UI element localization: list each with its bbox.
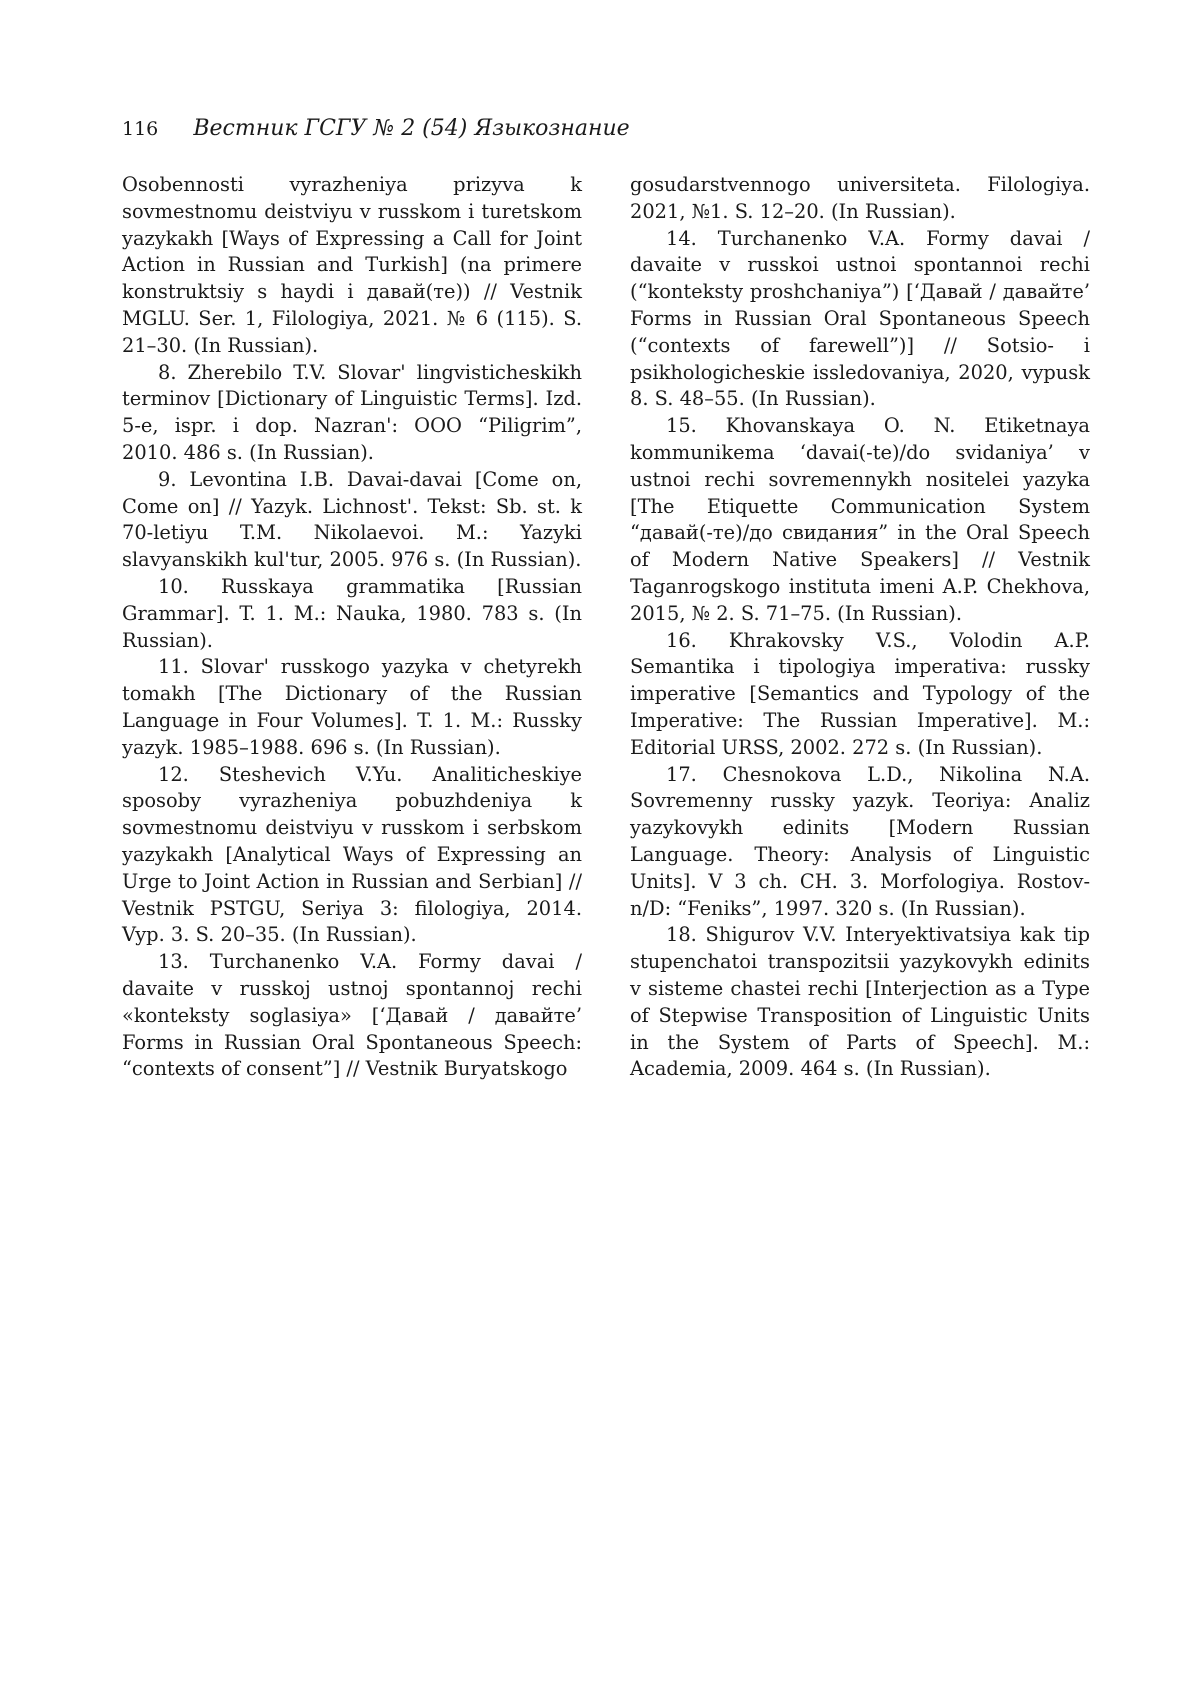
reference-entry-9: 9. Levontina I.B. Davai-davai [Come on, Come on] // Yazyk. Lichnost'. Tekst: Sb. st. k 70-letiyu T.M. Nikolaevoi. M.: Yazyki slavyanskikh kul'tur, 2005. 976 s. (In Russian). (122, 467, 582, 574)
reference-entry-14: 14. Turchanenko V.A. Formy davai / davaite v russkoi ustnoi spontannoi rechi (“konteksty proshchaniya”) [‘Давай / давайте’ Forms in Russian Oral Spontaneous Speech (“contexts of farewell”)] // Sotsio- i psikhologicheskie issledovaniya, 2020, vypusk 8. S. 48–55. (In Russian). (630, 226, 1090, 414)
reference-entry-16: 16. Khrakovsky V.S., Volodin A.P. Semantika i tipologiya imperativa: russky imperative [Semantics and Typology of the Imperative: The Russian Imperative]. M.: Editorial URSS, 2002. 272 s. (In Russian). (630, 628, 1090, 762)
reference-entry-continued: Osobennosti vyrazheniya prizyva k sovmestnomu deistviyu v russkom i turetskom yazykakh [Ways of Expressing a Call for Joint Action in Russian and Turkish] (na primere konstruktsiy s haydi i давай(те)) // Vestnik MGLU. Ser. 1, Filologiya, 2021. № 6 (115). S. 21–30. (In Russian). (122, 172, 582, 360)
reference-entry-13-continued: gosudarstvennogo universiteta. Filologiya. 2021, №1. S. 12–20. (In Russian). (630, 172, 1090, 226)
page-number: 116 (122, 118, 158, 140)
reference-entry-15: 15. Khovanskaya O. N. Etiketnaya kommunikema ‘davai(-te)/do svidaniya’ v ustnoi rechi sovremennykh nositelei yazyka [The Etiquette Communication System “давай(-те)/до свидания” in the Oral Speech of Modern Native Speakers] // Vestnik Taganrogskogo instituta imeni A.P. Chekhova, 2015, № 2. S. 71–75. (In Russian). (630, 413, 1090, 627)
reference-column-right (630, 172, 1090, 1083)
reference-column-left (122, 172, 582, 1083)
reference-entry-10: 10. Russkaya grammatika [Russian Grammar]. T. 1. M.: Nauka, 1980. 783 s. (In Russian). (122, 574, 582, 654)
reference-entry-17: 17. Chesnokova L.D., Nikolina N.A. Sovremenny russky yazyk. Teoriya: Analiz yazykovykh edinits [Modern Russian Language. Theory: Analysis of Linguistic Units]. V 3 ch. CH. 3. Morfologiya. Rostov-n/D: “Feniks”, 1997. 320 s. (In Russian). (630, 762, 1090, 923)
reference-entry-18: 18. Shigurov V.V. Interyektivatsiya kak tip stupenchatoi transpozitsii yazykovykh edinits v sisteme chastei rechi [Interjection as a Type of Stepwise Transposition of Linguistic Units in the System of Parts of Speech]. M.: Academia, 2009. 464 s. (In Russian). (630, 922, 1090, 1083)
journal-title: Вестник ГСГУ № 2 (54) Языкознание (193, 116, 629, 141)
reference-entry-12: 12. Steshevich V.Yu. Analiticheskiye sposoby vyrazheniya pobuzhdeniya k sovmestnomu deistviyu v russkom i serbskom yazykakh [Analytical Ways of Expressing an Urge to Joint Action in Russian and Serbian] // Vestnik PSTGU, Seriya 3: filologiya, 2014. Vyp. 3. S. 20–35. (In Russian). (122, 762, 582, 950)
reference-entry-13: 13. Turchanenko V.A. Formy davai / davaite v russkoj ustnoj spontannoj rechi «konteksty soglasiya» [‘Давай / давайте’ Forms in Russian Oral Spontaneous Speech: “contexts of consent”] // Vestnik Buryatskogo (122, 949, 582, 1083)
running-header (122, 116, 1082, 146)
reference-entry-8: 8. Zherebilo T.V. Slovar' lingvisticheskikh terminov [Dictionary of Linguistic Terms]. Izd. 5-e, ispr. i dop. Nazran': OOO “Piligrim”, 2010. 486 s. (In Russian). (122, 360, 582, 467)
reference-entry-11: 11. Slovar' russkogo yazyka v chetyrekh tomakh [The Dictionary of the Russian Language in Four Volumes]. T. 1. M.: Russky yazyk. 1985–1988. 696 s. (In Russian). (122, 654, 582, 761)
